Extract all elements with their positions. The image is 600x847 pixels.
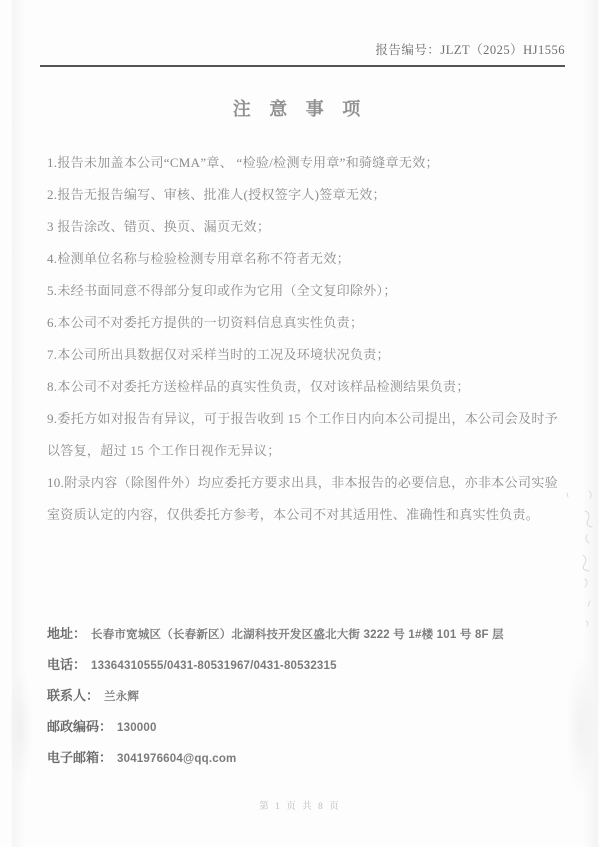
notice-item-7: 7.本公司所出具数据仅对采样当时的工况及环境状况负责； [47,347,390,362]
handwritten-margin-marks-icon [565,483,599,633]
contact-line-phone [47,650,558,681]
contact-line-person [47,681,558,712]
contact-block [47,619,558,774]
phone-label: 电话： [47,657,87,672]
notice-item-3: 3 报告涂改、错页、换页、漏页无效； [47,219,271,234]
notice-item-2: 2.报告无报告编写、审核、批准人(授权签字人)签章无效； [47,187,386,202]
notice-item-8: 8.本公司不对委托方送检样品的真实性负责，仅对该样品检测结果负责； [47,379,470,394]
notice-item-5: 5.未经书面同意不得部分复印或作为它用（全文复印除外）； [47,283,397,298]
notice-item-4: 4.检测单位名称与检验检测专用章名称不符者无效； [47,251,350,266]
contact-line-address [47,619,558,650]
scan-artifact-bottom-left [8,667,34,787]
notice-list [47,147,558,531]
report-header-rule [40,40,565,67]
notice-item-10: 10.附录内容（除图件外）均应委托方要求出具，非本报告的必要信息，亦非本公司实验室资质认定的内容，仅供委托方参考，本公司不对其适用性、准确性和真实性负责。 [47,475,558,522]
phone-value: 13364310555/0431-80531967/0431-80532315 [91,660,337,672]
postcode-value: 130000 [117,722,157,734]
contact-line-email [47,743,558,774]
notice-item-1: 1.报告未加盖本公司“CMA”章、 “检验/检测专用章”和骑缝章无效； [47,155,439,170]
contact-person-label: 联系人： [47,688,100,703]
page-number-footer: 第 1 页 共 8 页 [259,802,341,812]
page-title: 注 意 事 项 [232,99,368,119]
email-value: 3041976604@qq.com [117,753,237,765]
scan-artifact-left-edge [12,0,26,847]
contact-line-postcode [47,712,558,743]
email-label: 电子邮箱： [47,750,113,765]
postcode-label: 邮政编码： [47,719,113,734]
address-label: 地址： [47,626,87,641]
contact-person-value: 兰永辉 [104,691,140,703]
report-number: 报告编号：JLZT（2025）HJ1556 [375,43,565,57]
scan-artifact-bottom-right [566,657,596,797]
notice-item-9: 9.委托方如对报告有异议，可于报告收到 15 个工作日内向本公司提出，本公司会及时予以答复，超过 15 个工作日视作无异议； [47,411,558,458]
scan-artifact-right-edge [582,0,598,847]
notice-item-6: 6.本公司不对委托方提供的一切资料信息真实性负责； [47,315,364,330]
address-value: 长春市宽城区（长春新区）北湖科技开发区盛北大街 3222 号 1#楼 101 号 8F 层 [91,629,504,641]
